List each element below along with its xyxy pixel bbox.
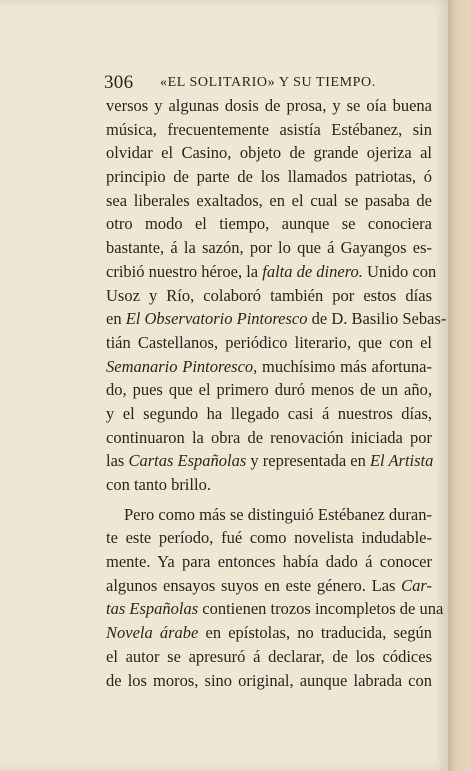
text-line <box>106 473 432 497</box>
text-run: sea liberales exaltados, en el cual se pasaba de <box>106 190 432 210</box>
text-line <box>106 503 432 527</box>
text-line <box>106 165 432 189</box>
page-number: 306 <box>104 72 134 93</box>
text-run: tián Castellanos, periódico literario, que con el <box>106 332 432 352</box>
italic-text: Novela árabe <box>106 623 199 643</box>
text-line <box>106 307 447 331</box>
text-run: olvidar el Casino, objeto de grande ojeriza al <box>106 143 432 163</box>
text-run: con tanto brillo. <box>106 475 211 494</box>
text-run: otro modo el tiempo, aunque se conociera <box>106 214 432 234</box>
italic-text: tas Españolas <box>106 599 199 619</box>
text-line <box>106 284 432 308</box>
text-line <box>106 94 432 118</box>
text-run: Unido con <box>362 261 437 281</box>
text-run: muchísimo más afortuna- <box>257 356 432 376</box>
italic-text: falta de dinero. <box>262 261 363 281</box>
text-line <box>106 378 432 402</box>
running-header <box>104 72 434 94</box>
text-line <box>106 669 432 693</box>
book-gutter <box>448 0 471 771</box>
text-line <box>106 449 432 473</box>
text-run: de D. Basilio Sebas- <box>307 309 447 329</box>
text-run: continuaron la obra de renovación iniciada por <box>106 427 432 447</box>
text-run: Usoz y Río, colaboró también por estos días <box>106 285 432 305</box>
text-line <box>106 402 432 426</box>
text-line <box>106 355 432 379</box>
text-run: cribió nuestro héroe, la <box>106 261 263 281</box>
text-line <box>106 236 432 260</box>
text-run: y el segundo ha llegado casi á nuestros días, <box>106 403 432 423</box>
text-run: contienen trozos incompletos de una <box>198 599 444 619</box>
text-run: y representada en <box>246 451 370 471</box>
text-line <box>106 574 432 598</box>
italic-text: El Observatorio Pintoresco <box>125 309 308 329</box>
text-run: bastante, á la sazón, por lo que á Gayangos es- <box>106 238 432 258</box>
italic-text: El Artista <box>369 451 434 471</box>
text-run: principio de parte de los llamados patriotas, ó <box>106 167 432 187</box>
text-run: de los moros, sino original, aunque labrada con <box>106 670 432 690</box>
text-run: el autor se apresuró á declarar, de los códices <box>106 646 432 666</box>
text-run: versos y algunas dosis de prosa, y se oía buena <box>106 96 432 115</box>
text-line <box>106 212 432 236</box>
text-run: Pero como más se distinguió Estébanez duran- <box>124 504 432 524</box>
text-run: algunos ensayos suyos en este género. Las <box>106 575 402 595</box>
text-line <box>106 645 432 669</box>
text-run: música, frecuentemente asistía Estébanez, sin <box>106 119 432 139</box>
text-run: las <box>106 451 129 471</box>
text-line <box>106 526 432 550</box>
text-line <box>106 550 432 574</box>
text-run: mente. Ya para entonces había dado á conocer <box>106 552 432 572</box>
body-text <box>106 94 447 692</box>
text-line <box>106 260 437 284</box>
text-line <box>106 141 432 165</box>
text-line <box>106 331 432 355</box>
text-run: te este período, fué como novelista indudable- <box>106 528 432 548</box>
running-title: «EL SOLITARIO» Y SU TIEMPO. <box>160 75 376 90</box>
text-run: do, pues que el primero duró menos de un año, <box>106 380 432 400</box>
text-line <box>106 621 432 645</box>
text-run: en epístolas, no traducida, según <box>198 623 432 643</box>
text-line <box>106 189 432 213</box>
paragraph-2 <box>106 503 444 693</box>
text-run: en <box>106 309 126 329</box>
text-line <box>106 597 444 621</box>
italic-text: Semanario Pintoresco, <box>106 356 258 376</box>
text-line <box>106 426 432 450</box>
italic-text: Car- <box>401 575 432 595</box>
paragraph-1 <box>106 94 447 497</box>
text-line <box>106 118 432 142</box>
italic-text: Cartas Españolas <box>128 451 247 471</box>
